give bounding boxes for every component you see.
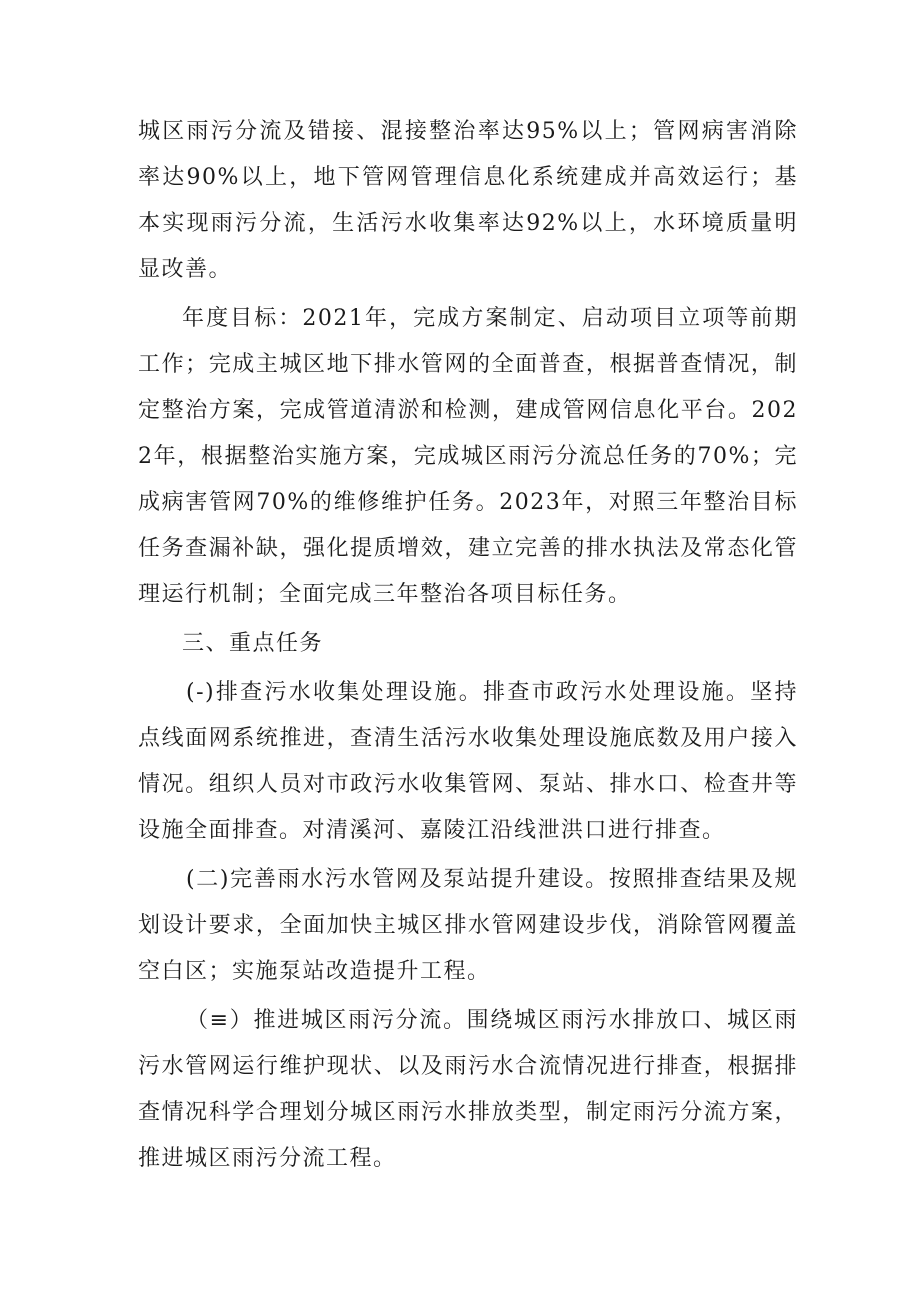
paragraph-targets-continued: 城区雨污分流及错接、混接整治率达95%以上；管网病害消除率达90%以上，地下管网管理信息化系统建成并高效运行；基本实现雨污分流，生活污水收集率达92%以上，水环境质量明显改善。 <box>138 119 798 282</box>
paragraph-task-3: （≡）推进城区雨污分流。围绕城区雨污水排放口、城区雨污水管网运行维护现状、以及雨污水合流情况进行排查，根据排查情况科学合理划分城区雨污水排放类型，制定雨污分流方案，推进城区雨污分流工程。 <box>138 1008 798 1171</box>
document-body <box>138 109 798 1185</box>
paragraph-task-2: (二)完善雨水污水管网及泵站提升建设。按照排查结果及规划设计要求，全面加快主城区排水管网建设步伐，消除管网覆盖空白区；实施泵站改造提升工程。 <box>138 867 798 984</box>
paragraph-annual-goals: 年度目标：2021年，完成方案制定、启动项目立项等前期工作；完成主城区地下排水管网的全面普查，根据普查情况，制定整治方案，完成管道清淤和检测，建成管网信息化平台。2022年，根据整治实施方案，完成城区雨污分流总任务的70%；完成病害管网70%的维修维护任务。2023年，对照三年整治目标任务查漏补缺，强化提质增效，建立完善的排水执法及常态化管理运行机制；全面完成三年整治各项目标任务。 <box>138 306 798 607</box>
paragraph-task-1: (-)排查污水收集处理设施。排查市政污水处理设施。坚持点线面网系统推进，查清生活污水收集处理设施底数及用户接入情况。组织人员对市政污水收集管网、泵站、排水口、检查井等设施全面排查。对清溪河、嘉陵江沿线泄洪口进行排查。 <box>138 680 798 843</box>
section-heading-key-tasks: 三、重点任务 <box>182 631 324 656</box>
